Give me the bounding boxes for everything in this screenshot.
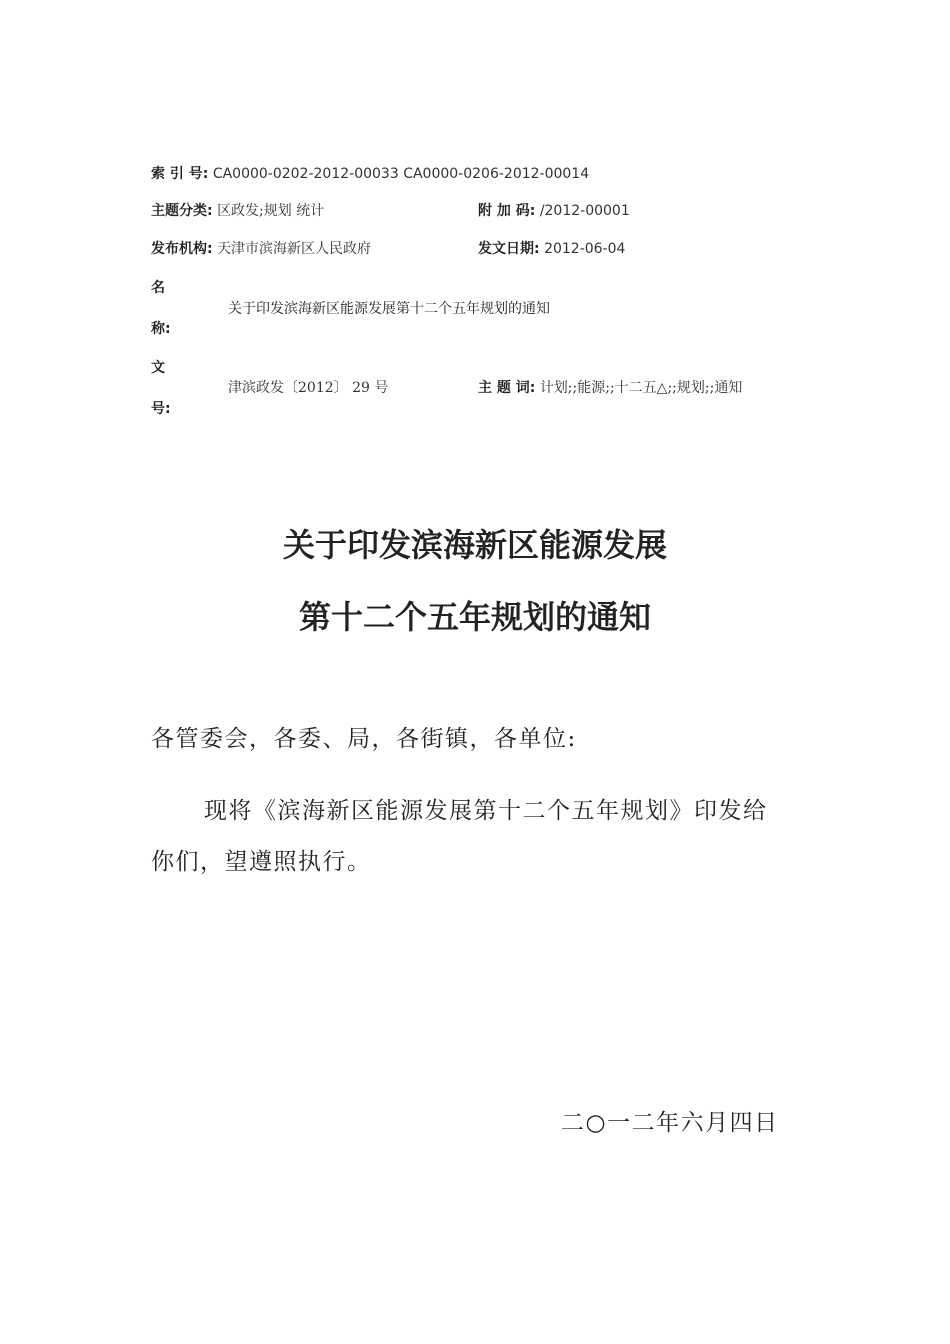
docno-label-line1: 文 <box>151 360 165 376</box>
docno-label-line2: 号: <box>151 401 171 417</box>
topic-value: 区政发;规划 统计 <box>217 203 325 219</box>
appendix-code-value: /2012-00001 <box>539 203 630 219</box>
body-paragraph-line2: 你们，望遵照执行。 <box>151 849 372 875</box>
publisher-label: 发布机构: <box>151 241 213 257</box>
name-value: 关于印发滨海新区能源发展第十二个五年规划的通知 <box>228 301 550 317</box>
keywords-label: 主 题 词: <box>478 380 536 396</box>
index-number-value: CA0000-0202-2012-00033 CA0000-0206-2012-00014 <box>212 166 590 182</box>
publisher-row <box>151 240 371 258</box>
document-title-line2: 第十二个五年规划的通知 <box>298 598 651 636</box>
index-number-label: 索 引 号: <box>151 166 209 182</box>
appendix-code-row <box>478 202 630 220</box>
keywords-row <box>478 379 742 397</box>
document-title-line1: 关于印发滨海新区能源发展 <box>282 526 667 564</box>
appendix-code-label: 附 加 码: <box>478 203 536 219</box>
issue-date-row <box>478 240 625 258</box>
keywords-value: 计划;;能源;;十二五△;;规划;;通知 <box>539 380 743 396</box>
document-date: 二○一二年六月四日 <box>561 1110 779 1136</box>
docno-value-text: 津滨政发〔2012〕 29 号 <box>228 380 389 396</box>
topic-label: 主题分类: <box>151 203 213 219</box>
issue-date-label: 发文日期: <box>478 241 540 257</box>
topic-row <box>151 202 324 220</box>
name-label-line2: 称: <box>151 321 171 337</box>
index-number-row <box>151 165 589 183</box>
publisher-value: 天津市滨海新区人民政府 <box>217 241 372 257</box>
name-label-line1: 名 <box>151 280 165 296</box>
body-paragraph-line1: 现将《滨海新区能源发展第十二个五年规划》印发给 <box>204 798 768 824</box>
salutation: 各管委会，各委、局，各街镇，各单位: <box>151 726 577 752</box>
issue-date-value: 2012-06-04 <box>544 241 626 257</box>
docno-value <box>228 379 388 397</box>
